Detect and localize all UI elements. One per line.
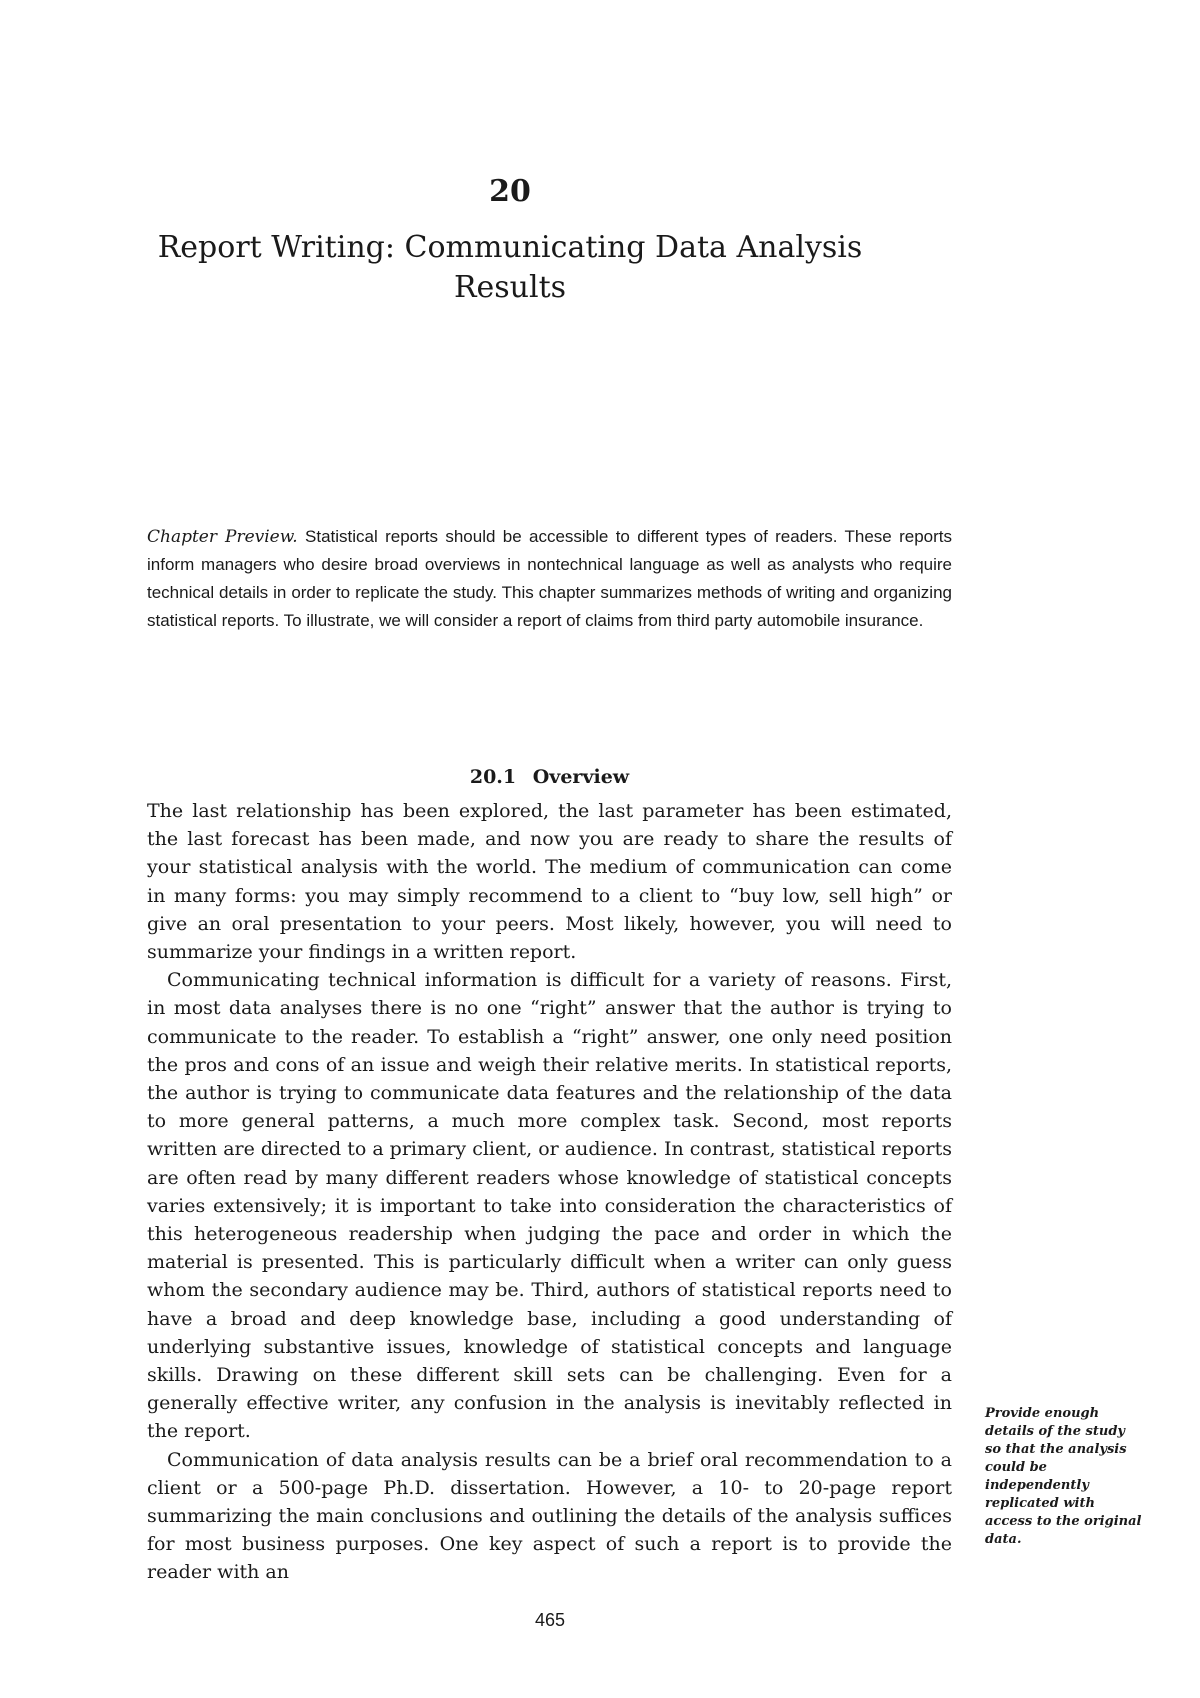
- body-paragraph-2: Communicating technical information is difficult for a variety of reasons. First, in most data analyses there is no one “right” answer that the author is trying to communicate to the reader. To establish a “right” answer, one only need position the pros and cons of an issue and weigh their relative merits. In statistical reports, the author is trying to communicate data features and the relationship of the data to more general patterns, a much more complex task. Second, most reports written are directed to a primary client, or audience. In contrast, statistical reports are often read by many different readers whose knowledge of statistical concepts varies extensively; it is important to take into consideration the characteristics of this heterogeneous readership when judging the pace and order in which the material is presented. This is particularly difficult when a writer can only guess whom the secondary audience may be. Third, authors of statistical reports need to have a broad and deep knowledge base, including a good understanding of underlying substantive issues, knowledge of statistical concepts and language skills. Drawing on these different skill sets can be challenging. Even for a generally effective writer, any confusion in the analysis is inevitably reflected in the report.: [147, 969, 952, 1443]
- page-number: 465: [534, 1610, 566, 1630]
- chapter-preview: [147, 523, 952, 635]
- chapter-preview-text: Statistical reports should be accessible to different types of readers. These reports inform managers who desire broad overviews in nontechnical language as well as analysts who require technical details in order to replicate the study. This chapter summarizes methods of writing and organizing statistical reports. To illustrate, we will consider a report of claims from third party automobile insurance.: [147, 527, 953, 630]
- body-paragraph-3: Communication of data analysis results can be a brief oral recommendation to a client or a 500-page Ph.D. dissertation. However, a 10- to 20-page report summarizing the main conclusions and outlining the details of the analysis suffices for most business purposes. One key aspect of such a report is to provide the reader with an: [147, 1448, 952, 1584]
- chapter-title: Report Writing: Communicating Data Analysis Results: [157, 230, 863, 305]
- chapter-preview-lead: Chapter Preview.: [147, 527, 298, 547]
- chapter-number: 20: [489, 174, 531, 209]
- section-body: [147, 797, 952, 1587]
- margin-note: Provide enough details of the study so that the analysis could be independently replicated with access to the original data.: [985, 1406, 1142, 1547]
- section-heading: [147, 764, 952, 790]
- section-number: 20.1: [469, 766, 517, 788]
- body-paragraph-1: The last relationship has been explored, the last parameter has been estimated, the last forecast has been made, and now you are ready to share the results of your statistical analysis with the world. The medium of communication can come in many forms: you may simply recommend to a client to “buy low, sell high” or give an oral presentation to your peers. Most likely, however, you will need to summarize your findings in a written report.: [147, 800, 952, 964]
- section-title: Overview: [532, 766, 630, 788]
